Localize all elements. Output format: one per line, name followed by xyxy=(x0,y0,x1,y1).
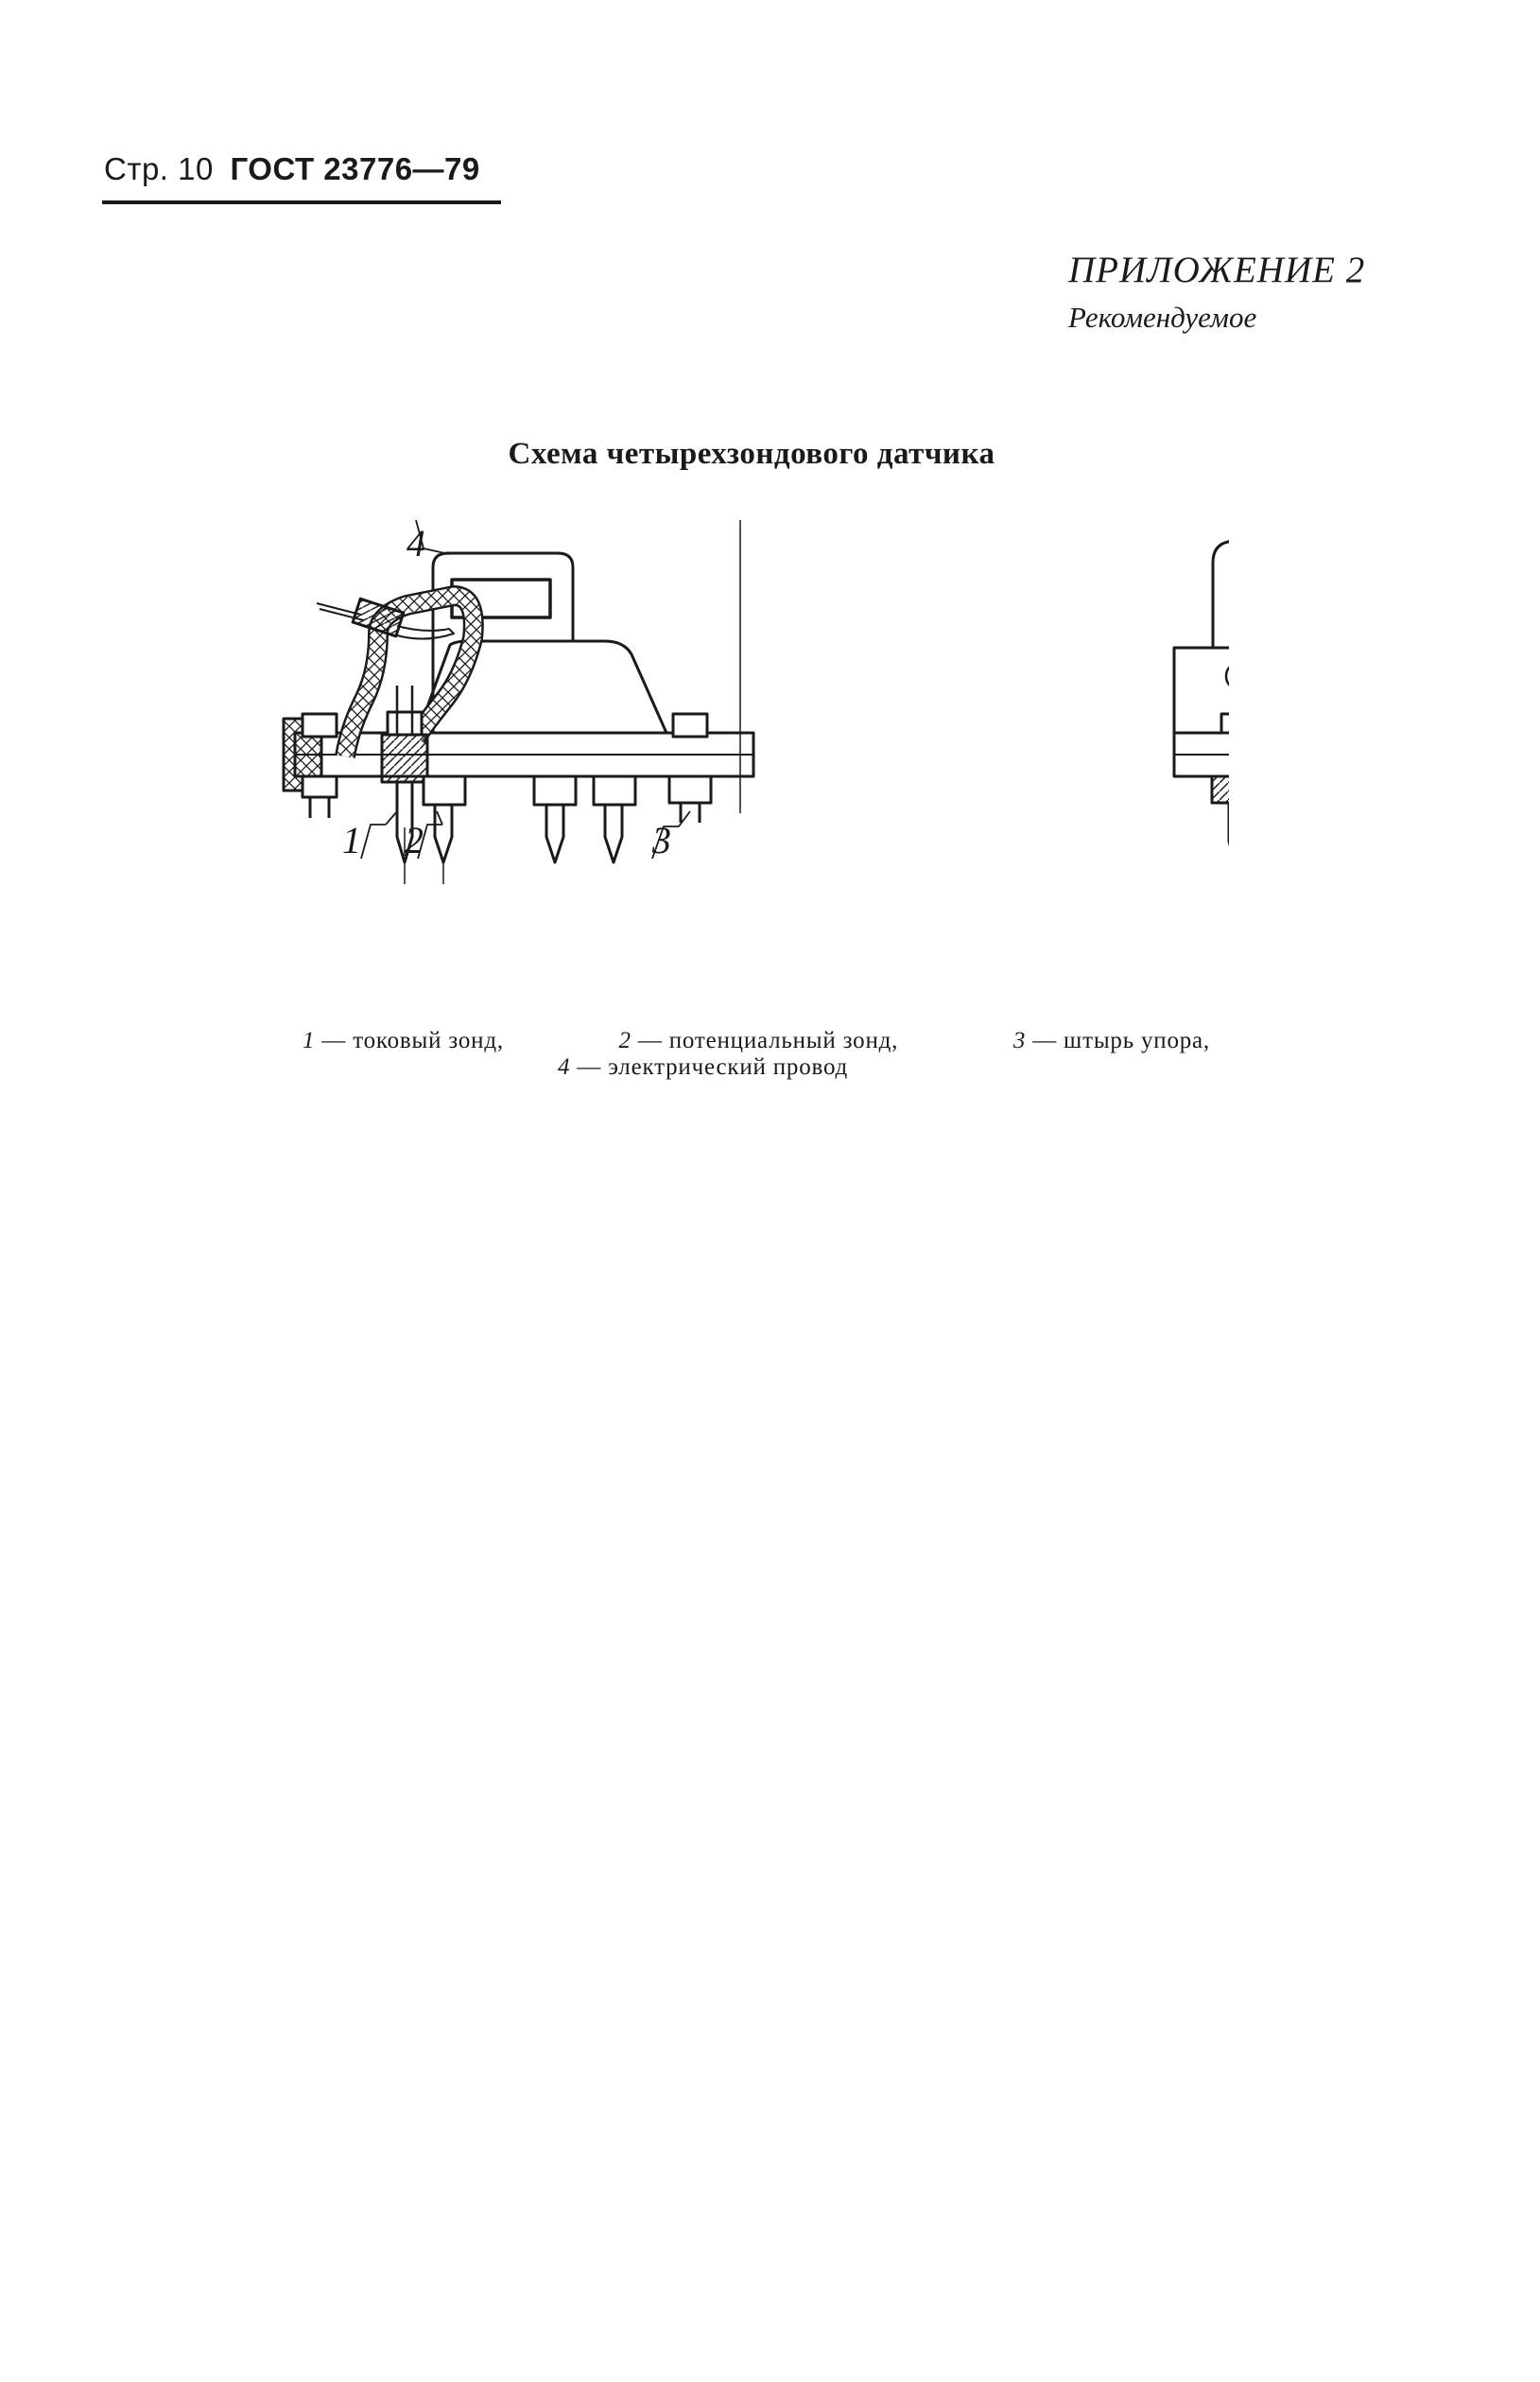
probe-2-nut xyxy=(424,776,465,805)
legend-item-3: 3 — штырь упора, xyxy=(1012,1028,1210,1053)
legend-item-1: 1 — токовый зонд, xyxy=(303,1028,504,1053)
callout-3: 3 xyxy=(652,819,671,861)
callout-1: 1 xyxy=(342,819,361,861)
left-nut-top xyxy=(303,714,337,737)
probe-1-nut-top xyxy=(388,712,422,735)
appendix-title: ПРИЛОЖЕНИЕ 2 xyxy=(1068,250,1366,290)
header-rule xyxy=(102,200,501,204)
side-handle xyxy=(1213,541,1229,648)
stop-pin-nut-bottom xyxy=(669,776,711,803)
side-hole xyxy=(1226,664,1229,688)
legend-item-2: 2 — потенциальный зонд, xyxy=(618,1028,899,1053)
standard-number: ГОСТ 23776—79 xyxy=(230,151,480,186)
stop-pin-nut-top xyxy=(673,714,707,737)
callout-4: 4 xyxy=(407,522,425,565)
figure-caption xyxy=(303,1028,1210,1081)
probe-4 xyxy=(605,805,622,862)
figure-title: Схема четырехзондового датчика xyxy=(508,437,995,471)
left-nut-bottom xyxy=(303,776,337,797)
callout-2: 2 xyxy=(405,819,424,861)
page-number: Стр. 10 xyxy=(104,151,214,186)
probe-3 xyxy=(546,805,563,862)
probe-3-nut xyxy=(534,776,576,805)
appendix-status: Рекомендуемое xyxy=(1068,301,1257,334)
probe-4-nut xyxy=(594,776,635,805)
probe-diagram xyxy=(265,511,1229,1002)
page-header xyxy=(104,151,480,187)
leader-1 xyxy=(361,811,397,859)
legend-item-4: 4 — электрический провод xyxy=(558,1054,849,1080)
